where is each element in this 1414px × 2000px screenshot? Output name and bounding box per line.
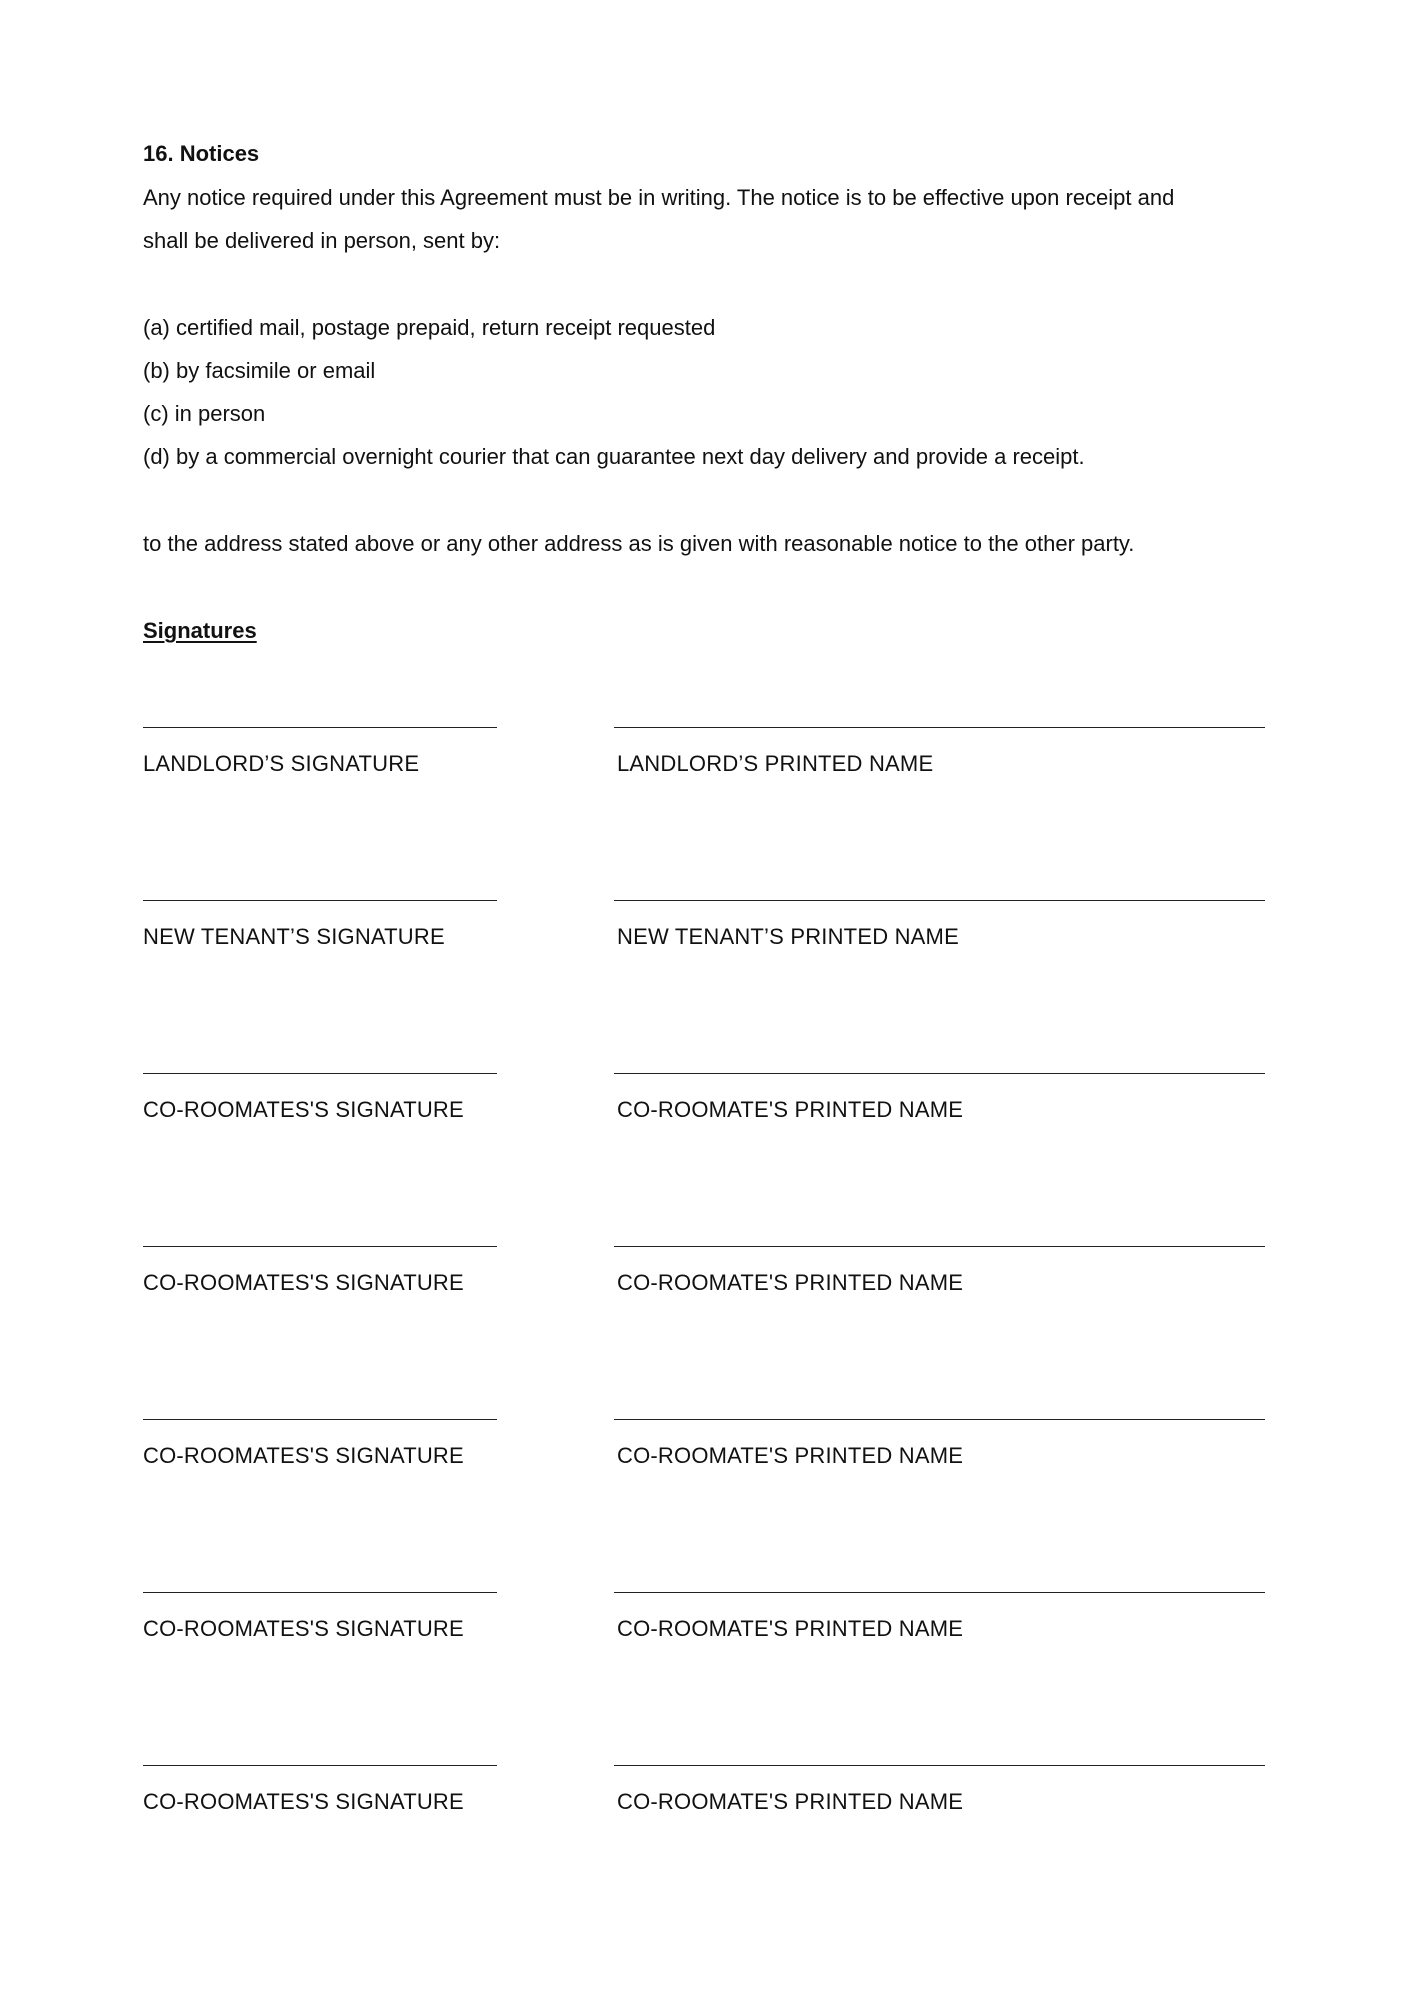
printed-name-label: CO-ROOMATE'S PRINTED NAME	[617, 1097, 964, 1122]
notice-method-c: (c) in person	[143, 401, 266, 426]
printed-name-line[interactable]	[614, 1765, 1265, 1766]
signature-line[interactable]	[143, 1419, 497, 1420]
printed-name-label: NEW TENANT’S PRINTED NAME	[617, 924, 959, 949]
signatures-heading: Signatures	[143, 618, 257, 643]
signature-line[interactable]	[143, 1073, 497, 1074]
signature-line[interactable]	[143, 727, 497, 728]
notice-method-d: (d) by a commercial overnight courier that can guarantee next day delivery and provide a receipt.	[143, 444, 1085, 469]
signature-line[interactable]	[143, 1246, 497, 1247]
signature-row-landlord	[0, 727, 1414, 797]
signature-label: CO-ROOMATES'S SIGNATURE	[143, 1097, 464, 1122]
signature-row-co-roommate-4	[0, 1592, 1414, 1662]
notice-method-b: (b) by facsimile or email	[143, 358, 376, 383]
signature-label: CO-ROOMATES'S SIGNATURE	[143, 1443, 464, 1468]
printed-name-label: LANDLORD’S PRINTED NAME	[617, 751, 934, 776]
signature-row-new-tenant	[0, 900, 1414, 970]
signature-label: CO-ROOMATES'S SIGNATURE	[143, 1270, 464, 1295]
signature-line[interactable]	[143, 1765, 497, 1766]
printed-name-line[interactable]	[614, 1073, 1265, 1074]
signature-line[interactable]	[143, 900, 497, 901]
signature-label: CO-ROOMATES'S SIGNATURE	[143, 1616, 464, 1641]
notice-method-a: (a) certified mail, postage prepaid, return receipt requested	[143, 315, 716, 340]
printed-name-label: CO-ROOMATE'S PRINTED NAME	[617, 1789, 964, 1814]
signature-row-co-roommate-1	[0, 1073, 1414, 1143]
printed-name-line[interactable]	[614, 727, 1265, 728]
printed-name-label: CO-ROOMATE'S PRINTED NAME	[617, 1270, 964, 1295]
notice-intro-line-2: shall be delivered in person, sent by:	[143, 228, 501, 253]
printed-name-label: CO-ROOMATE'S PRINTED NAME	[617, 1443, 964, 1468]
signature-row-co-roommate-5	[0, 1765, 1414, 1835]
notice-intro-line-1: Any notice required under this Agreement must be in writing. The notice is to be effective upon receipt and	[143, 185, 1175, 210]
signature-label: NEW TENANT’S SIGNATURE	[143, 924, 445, 949]
notice-closing: to the address stated above or any other address as is given with reasonable notice to the other party.	[143, 531, 1135, 556]
signature-row-co-roommate-2	[0, 1246, 1414, 1316]
signature-label: LANDLORD’S SIGNATURE	[143, 751, 420, 776]
printed-name-line[interactable]	[614, 1419, 1265, 1420]
printed-name-line[interactable]	[614, 1592, 1265, 1593]
signature-line[interactable]	[143, 1592, 497, 1593]
signature-label: CO-ROOMATES'S SIGNATURE	[143, 1789, 464, 1814]
section-heading: 16. Notices	[143, 141, 260, 166]
printed-name-line[interactable]	[614, 1246, 1265, 1247]
printed-name-line[interactable]	[614, 900, 1265, 901]
printed-name-label: CO-ROOMATE'S PRINTED NAME	[617, 1616, 964, 1641]
signature-row-co-roommate-3	[0, 1419, 1414, 1489]
